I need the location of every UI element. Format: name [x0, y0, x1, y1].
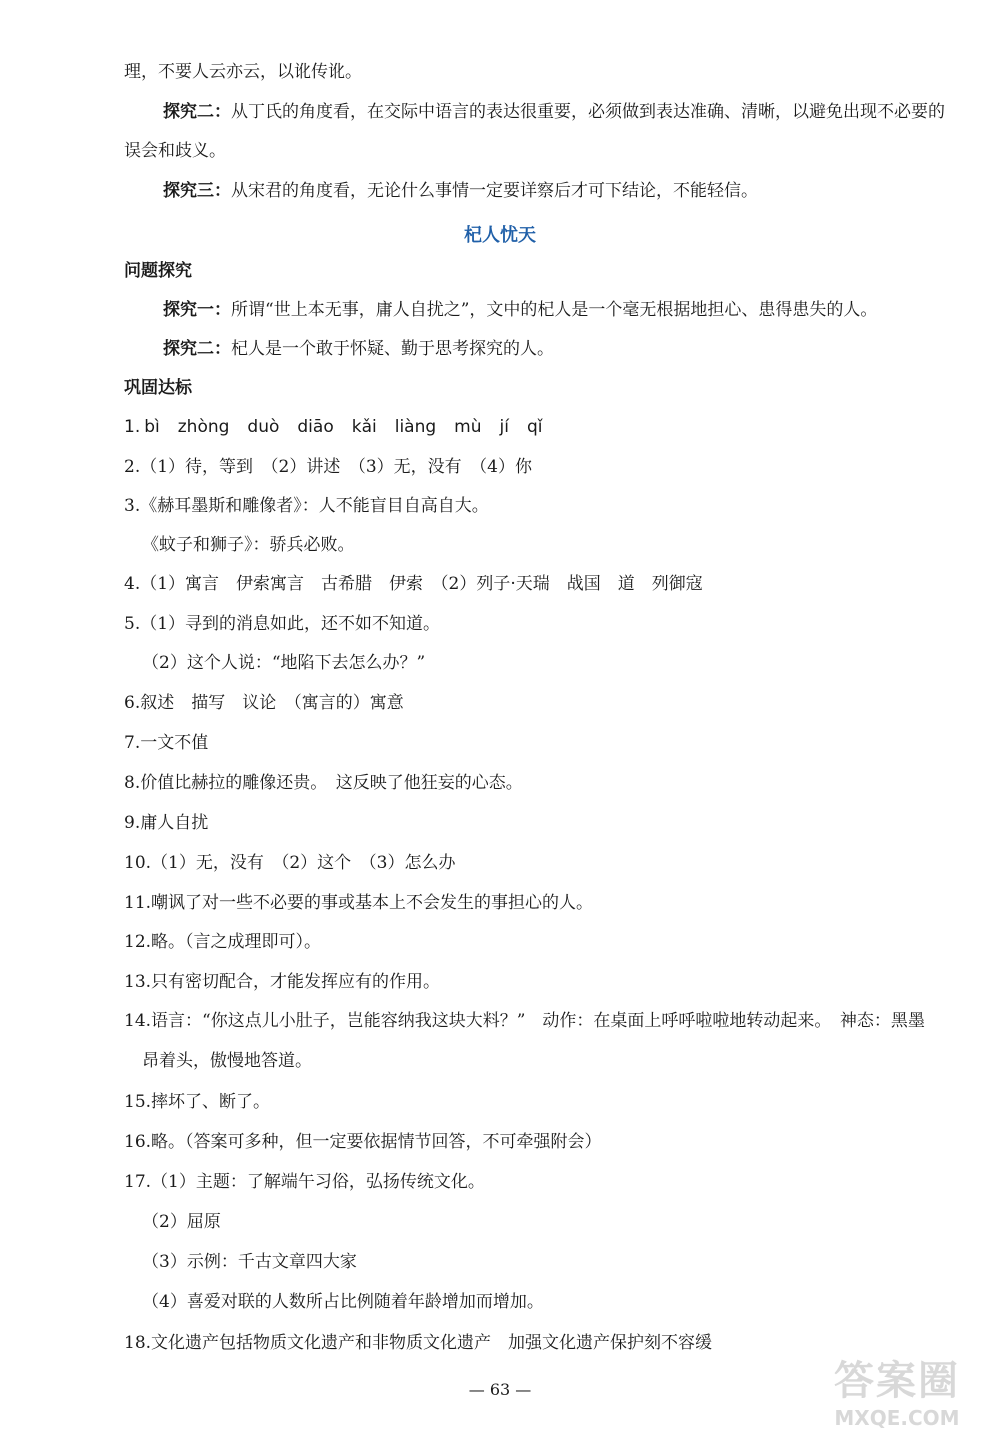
answer-line: 3.《赫耳墨斯和雕像者》：人不能盲目自高自大。	[124, 496, 489, 516]
answer-line: 《蚊子和狮子》：骄兵必败。	[142, 535, 355, 555]
answer-line: （3）示例：千古文章四大家	[142, 1252, 357, 1272]
answer-line: 7.一文不值	[124, 733, 209, 753]
explore-text: 杞人是一个敢于怀疑、勤于思考探究的人。	[231, 339, 554, 359]
pinyin-item: bì	[144, 417, 160, 437]
explore-two-paragraph	[163, 100, 945, 124]
pinyin-item: mù	[454, 417, 482, 437]
answer-line: 2.（1）待，等到 （2）讲述 （3）无，没有 （4）你	[124, 457, 532, 477]
answer-line: 12.略。（言之成理即可）。	[124, 932, 322, 952]
text-line: 理，不要人云亦云，以讹传讹。	[124, 62, 362, 82]
pinyin-item: duò	[247, 417, 280, 437]
answer-line: 5.（1）寻到的消息如此，还不如不知道。	[124, 614, 441, 634]
pinyin-answer	[124, 415, 560, 439]
question-number: 1.	[124, 417, 141, 437]
page-number: — 63 —	[468, 1380, 532, 1399]
pinyin-item: liàng	[394, 417, 437, 437]
heading-consolidate: 巩固达标	[124, 378, 192, 398]
explore-one-paragraph	[163, 298, 877, 322]
answer-line: （2）屈原	[142, 1212, 221, 1232]
answer-line: （2）这个人说：“地陷下去怎么办？”	[142, 653, 426, 673]
explore-label: 探究三：	[163, 181, 231, 201]
section-title: 杞人忧天	[464, 225, 536, 246]
watermark-url: MXQE.COM	[834, 1406, 960, 1430]
answer-line: 18.文化遗产包括物质文化遗产和非物质文化遗产 加强文化遗产保护刻不容缓	[124, 1333, 713, 1353]
explore-text: 从丁氏的角度看，在交际中语言的表达很重要，必须做到表达准确、清晰，以避免出现不必要的	[231, 102, 945, 122]
pinyin-item: qǐ	[526, 417, 543, 437]
explore-three-paragraph	[163, 179, 758, 203]
watermark-logo	[822, 1349, 972, 1430]
answer-line: 10.（1）无，没有 （2）这个 （3）怎么办	[124, 853, 456, 873]
answer-line: 16.略。（答案可多种，但一定要依据情节回答，不可牵强附会）	[124, 1132, 602, 1152]
explore-text: 所谓“世上本无事，庸人自扰之”，文中的杞人是一个毫无根据地担心、患得患失的人。	[231, 300, 878, 320]
answer-line: 13.只有密切配合，才能发挥应有的作用。	[124, 972, 441, 992]
answer-line: 8.价值比赫拉的雕像还贵。 这反映了他狂妄的心态。	[124, 773, 523, 793]
answer-line: 15.摔坏了、断了。	[124, 1092, 271, 1112]
explore-two-paragraph	[163, 337, 554, 361]
answer-line: 6.叙述 描写 议论 （寓言的）寓意	[124, 693, 404, 713]
answer-line: 11.嘲讽了对一些不必要的事或基本上不会发生的事担心的人。	[124, 893, 594, 913]
answer-line: 昂着头，傲慢地答道。	[142, 1051, 312, 1071]
explore-label: 探究二：	[163, 339, 231, 359]
pinyin-item: zhòng	[177, 417, 230, 437]
answer-line: （4）喜爱对联的人数所占比例随着年龄增加而增加。	[142, 1292, 544, 1312]
text-line: 误会和歧义。	[124, 141, 226, 161]
heading-problem: 问题探究	[124, 261, 192, 281]
answer-line: 14.语言：“你这点儿小肚子，岂能容纳我这块大料？” 动作：在桌面上呼呼啦啦地转动起来。 神态：黑墨	[124, 1011, 925, 1031]
explore-label: 探究二：	[163, 102, 231, 122]
explore-text: 从宋君的角度看，无论什么事情一定要详察后才可下结论，不能轻信。	[231, 181, 758, 201]
pinyin-item: kǎi	[351, 417, 377, 437]
explore-label: 探究一：	[163, 300, 231, 320]
answer-line: 4.（1）寓言 伊索寓言 古希腊 伊索 （2）列子·天瑞 战国 道 列御寇	[124, 574, 703, 594]
answer-line: 17.（1）主题：了解端午习俗，弘扬传统文化。	[124, 1172, 485, 1192]
pinyin-item: jí	[499, 417, 509, 437]
watermark-text: 答案圈	[834, 1358, 960, 1404]
answer-line: 9.庸人自扰	[124, 813, 209, 833]
pinyin-item: diāo	[297, 417, 334, 437]
